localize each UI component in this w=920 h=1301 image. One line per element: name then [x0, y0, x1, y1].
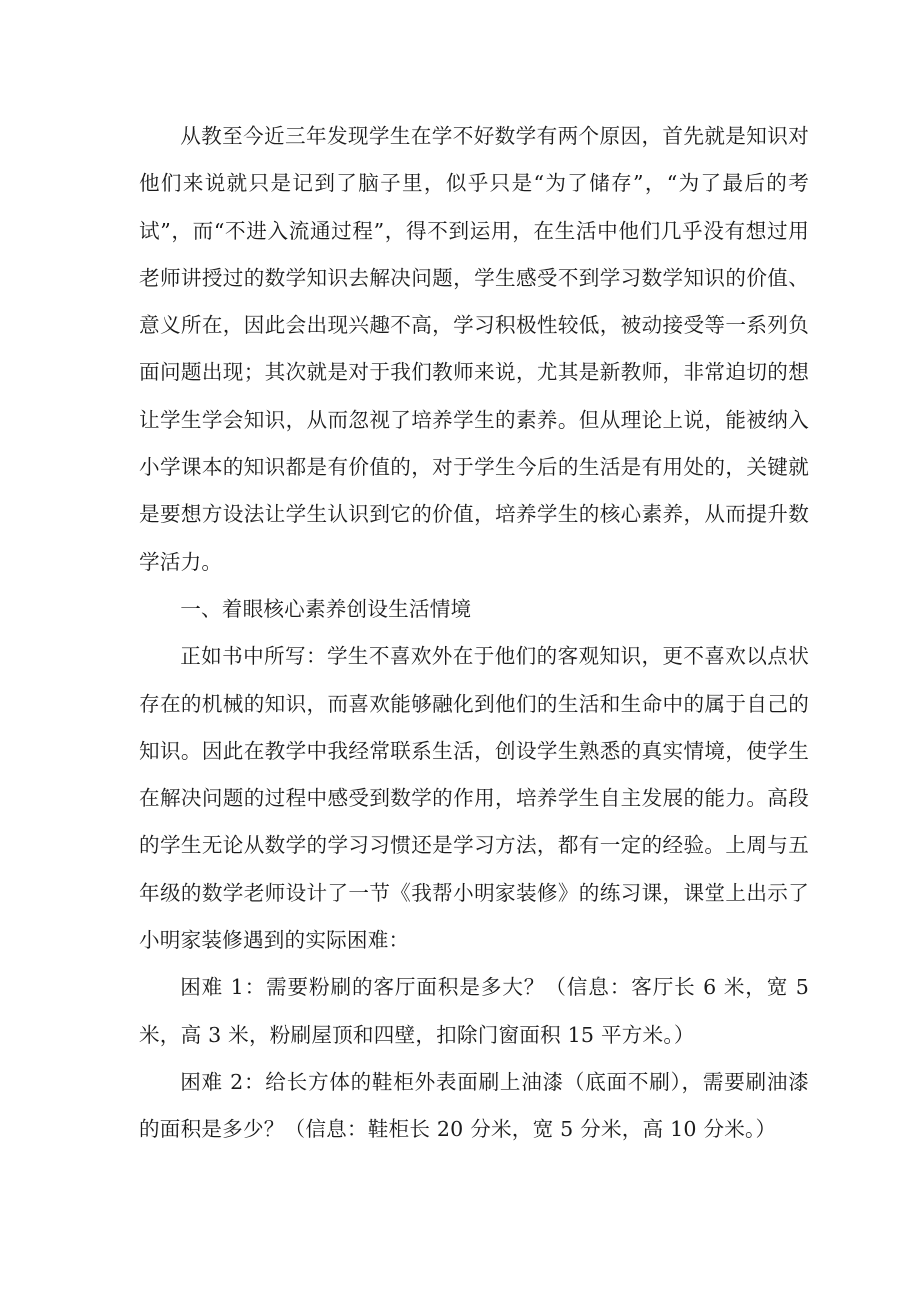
document-body	[139, 113, 809, 1154]
paragraph-intro: 从教至今近三年发现学生在学不好数学有两个原因，首先就是知识对他们来说就只是记到了脑子里，似乎只是“为了储存”，“为了最后的考试”，而“不进入流通过程”，得不到运用，在生活中他们几乎没有想过用老师讲授过的数学知识去解决问题，学生感受不到学习数学知识的价值、意义所在，因此会出现兴趣不高，学习积极性较低，被动接受等一系列负面问题出现；其次就是对于我们教师来说，尤其是新教师，非常迫切的想让学生学会知识，从而忽视了培养学生的素养。但从理论上说，能被纳入小学课本的知识都是有价值的，对于学生今后的生活是有用处的，关键就是要想方设法让学生认识到它的价值，培养学生的核心素养，从而提升数学活力。	[139, 124, 809, 574]
section-heading: 一、着眼核心素养创设生活情境	[180, 596, 472, 621]
paragraph-difficulty-1: 困难 1：需要粉刷的客厅面积是多大？（信息：客厅长 6 米，宽 5 米，高 3 米，粉刷屋顶和四壁，扣除门窗面积 15 平方米。）	[139, 975, 809, 1047]
paragraph-difficulty-2: 困难 2：给长方体的鞋柜外表面刷上油漆（底面不刷），需要刷油漆的面积是多少？（信息：鞋柜长 20 分米，宽 5 分米，高 10 分米。）	[139, 1069, 809, 1142]
paragraph-section-body: 正如书中所写：学生不喜欢外在于他们的客观知识，更不喜欢以点状存在的机械的知识，而喜欢能够融化到他们的生活和生命中的属于自己的知识。因此在教学中我经常联系生活，创设学生熟悉的真实情境，使学生在解决问题的过程中感受到数学的作用，培养学生自主发展的能力。高段的学生无论从数学的学习习惯还是学习方法，都有一定的经验。上周与五年级的数学老师设计了一节《我帮小明家装修》的练习课，课堂上出示了小明家装修遇到的实际困难：	[139, 644, 809, 953]
